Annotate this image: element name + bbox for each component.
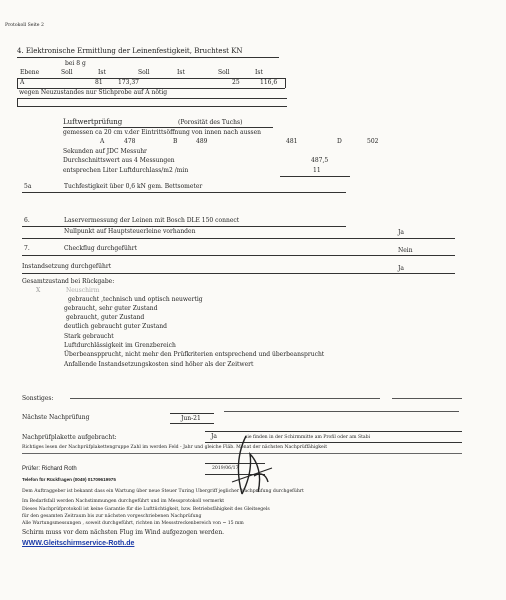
air-measured: gemessen ca 20 cm v.der Eintrittsöffnung von innen nach aussen xyxy=(63,129,262,136)
fineprint-2: Dieses Nachprüfprotokoll ist keine Garantie für die Lufttüchtigkeit, bzw. Betriebsfähigkeit des Gleitsegels xyxy=(22,507,270,512)
row-ist-3: 116,6 xyxy=(260,79,278,86)
next-check-value: Jun-21 xyxy=(181,415,201,422)
section6-num: 6. xyxy=(24,217,30,224)
air-avg-label: Durchschnittswert aus 4 Messungen xyxy=(63,157,175,164)
gesamt-item-2: gebraucht, sehr guter Zustand xyxy=(64,305,158,312)
plakette-value: Ja xyxy=(211,433,217,440)
air-liter-value: 11 xyxy=(313,167,321,174)
section4-title: 4. Elektronische Ermittlung der Leinenfestigkeit, Bruchtest KN xyxy=(17,47,243,55)
air-value-d: 502 xyxy=(367,138,379,145)
sonstiges-label: Sonstiges: xyxy=(22,395,54,402)
row-soll-1: 81 xyxy=(95,79,103,86)
air-unit-line: Sekunden auf JDC Messuhr xyxy=(63,148,147,155)
gesamt-item-8: Anfallende Instandsetzungskosten sind höher als der Zeitwert xyxy=(64,361,254,368)
gesamt-title: Gesamtzustand bei Rückgabe: xyxy=(22,278,115,285)
row-soll-3: 25 xyxy=(232,79,240,86)
section7-num: 7. xyxy=(24,245,30,252)
air-avg-value: 487,5 xyxy=(311,157,329,164)
gesamt-item-6: Luftdurchlässigkeit im Grenzbereich xyxy=(64,342,176,349)
section7-answer: Nein xyxy=(398,247,413,254)
fineprint-5: Schirm muss vor dem nächsten Flug im Wind aufgezogen werden. xyxy=(22,529,225,536)
section6-answer: Ja xyxy=(398,229,404,236)
plakette-fine: Richtiges lesen der Nachprüfplakettengruppe Zahl im werden Feld - Jahr und gleiche Fläb. Monat der nächsten Nachprüffähigkeit xyxy=(22,445,328,450)
instand-answer: Ja xyxy=(398,265,404,272)
section6-sub: Nullpunkt auf Hauptsteuerleine vorhanden xyxy=(64,228,196,235)
fineprint-0: Dem Auftraggeber ist bekannt dass ein Wartung über neue Steuer Turing Ubergriff jeglicher Nachprüfung durchgeführt xyxy=(22,489,304,494)
fineprint-4: Alle Wartungsmessungen , soweit durchgeführt, richten im Messstreckenbereich von ~ 15 mm xyxy=(22,521,244,526)
page-label: Protokoll Seite 2 xyxy=(5,23,44,28)
th-soll-2: Soll xyxy=(138,69,150,76)
fineprint-1: Im Bedarfsfall werden Nachstimmungen durchgeführt und im Messprotokoll vermerkt xyxy=(22,499,225,504)
gesamt-mark: X xyxy=(36,287,41,294)
th-ist-1: Ist xyxy=(98,69,106,76)
th-ist-3: Ist xyxy=(255,69,263,76)
th-soll-3: Soll xyxy=(218,69,230,76)
section4-note: wegen Neuzustandes nur Stichprobe auf A nötig xyxy=(19,89,168,96)
air-title xyxy=(63,119,122,126)
website-link[interactable]: WWW.Gleitschirmservice-Roth.de xyxy=(22,540,135,547)
pruefer-date: 2019/06/17 xyxy=(212,466,239,471)
pruefer-label: Prüfer: Richard Roth xyxy=(22,466,77,472)
th-ist-2: Ist xyxy=(177,69,185,76)
row-ebene: A xyxy=(20,79,25,86)
gesamt-item-7: Überbeanspprucht, nicht mehr den Prüfkriterien entsprechend und überbeansprucht xyxy=(64,351,325,358)
air-value-a: 478 xyxy=(124,138,136,145)
fineprint-3: für den gesamten Zeitraum bis zur nächsten vorgeschriebenen Nachprüfung xyxy=(22,514,202,519)
th-ebene: Ebene xyxy=(20,69,40,76)
air-label-d: D xyxy=(337,138,342,145)
section4-bei: bei 8 g xyxy=(65,60,86,67)
section6-text: Laservermessung der Leinen mit Bosch DLE 150 connect xyxy=(64,217,240,224)
section7-text: Checkflug durchgeführt xyxy=(64,245,138,252)
air-value-c: 481 xyxy=(286,138,298,145)
gesamt-item-3: gebraucht, guter Zustand xyxy=(66,314,145,321)
air-label-b: B xyxy=(173,138,178,145)
th-soll-1: Soll xyxy=(61,69,73,76)
next-check-label: Nächste Nachprüfung xyxy=(22,414,90,421)
pruefer-phone: Telefon für Rückfragen (0049) 01709619975 xyxy=(22,477,116,482)
gesamt-item-1: gebraucht ,technisch und optisch neuwertig xyxy=(68,296,203,303)
air-liter-label: entsprechen Liter Luftdurchlass/m2 /min xyxy=(63,167,189,174)
air-title-suffix: (Porosität des Tuchs) xyxy=(178,119,243,126)
gesamt-item-0: Neuschirm xyxy=(66,287,100,294)
plakette-note: sie finden in der Schirmmitte am Profil oder am Stabi xyxy=(245,435,371,440)
air-title-text: Luftwertprüfung xyxy=(63,118,123,126)
plakette-label: Nachprüfplakette aufgebracht: xyxy=(22,434,117,441)
row-ist-1: 173,37 xyxy=(118,79,139,86)
section5a-text: Tuchfestigkeit über 0,6 kN gem. Bettsometer xyxy=(64,183,203,190)
section5a-num: 5a xyxy=(24,183,32,190)
gesamt-item-4: deutlich gebraucht guter Zustand xyxy=(64,323,167,330)
instand-text: Instandsetzung durchgeführt xyxy=(22,263,112,270)
air-label-a: A xyxy=(100,138,105,145)
air-value-b: 489 xyxy=(196,138,208,145)
gesamt-item-5: Stark gebraucht xyxy=(64,333,114,340)
